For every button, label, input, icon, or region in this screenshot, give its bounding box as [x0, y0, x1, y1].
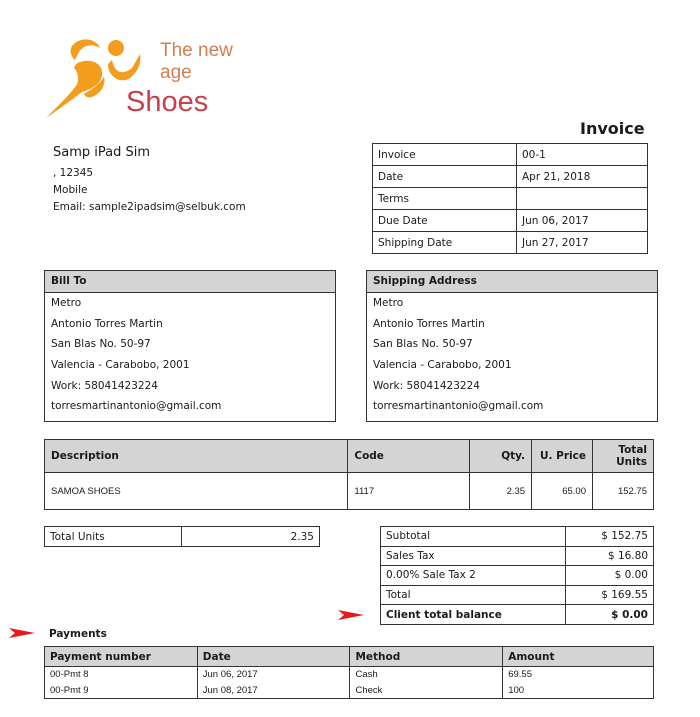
col-total-units-line1: Total [618, 444, 647, 456]
payment-date: Jun 08, 2017 [197, 683, 350, 699]
totals-label: Total [381, 585, 566, 605]
payment-amount: 69.55 [503, 667, 654, 683]
col-payment-method: Method [350, 647, 503, 667]
items-header-row [45, 440, 654, 473]
meta-value: 00-1 [517, 144, 648, 166]
table-row [45, 683, 654, 699]
company-name: Samp iPad Sim [53, 145, 151, 160]
col-qty: Qty. [470, 440, 532, 473]
bill-to-line: Valencia - Carabobo, 2001 [51, 359, 190, 372]
payments-title: Payments [49, 628, 107, 640]
shipping-email: torresmartinantonio@gmail.com [373, 400, 544, 413]
meta-row-invoice [373, 144, 648, 166]
meta-value: Jun 27, 2017 [517, 232, 648, 254]
item-description: SAMOA SHOES [45, 473, 348, 510]
item-unit-price: 65.00 [532, 473, 593, 510]
payment-date: Jun 06, 2017 [197, 667, 350, 683]
totals-row-subtotal [381, 527, 654, 547]
table-row [45, 473, 654, 510]
meta-value: Apr 21, 2018 [517, 166, 648, 188]
totals-row-total [381, 585, 654, 605]
logo-tagline-line2: age [160, 62, 192, 83]
line-items-table [44, 439, 654, 510]
client-balance-value: $ 0.00 [566, 605, 654, 625]
invoice-title: Invoice [580, 119, 645, 138]
payment-number: 00-Pmt 9 [45, 683, 198, 699]
totals-table [380, 526, 654, 625]
meta-row-due-date [373, 210, 648, 232]
totals-row-sale-tax-2 [381, 566, 654, 586]
payment-number: 00-Pmt 8 [45, 667, 198, 683]
meta-label: Terms [373, 188, 517, 210]
bill-to-email: torresmartinantonio@gmail.com [51, 400, 222, 413]
col-description: Description [45, 440, 348, 473]
shipping-address-header: Shipping Address [367, 271, 657, 293]
payment-method: Cash [350, 667, 503, 683]
payments-table [44, 646, 654, 699]
totals-label: 0.00% Sale Tax 2 [381, 566, 566, 586]
bill-to-line: Work: 58041423224 [51, 379, 158, 392]
meta-row-date [373, 166, 648, 188]
shipping-line: Metro [373, 297, 404, 309]
col-total-units [593, 440, 654, 473]
client-balance-label: Client total balance [381, 605, 566, 625]
item-code: 1117 [348, 473, 470, 510]
red-arrow-icon [9, 628, 35, 638]
totals-row-sales-tax [381, 546, 654, 566]
col-payment-amount: Amount [503, 647, 654, 667]
totals-value: $ 0.00 [566, 566, 654, 586]
col-payment-date: Date [197, 647, 350, 667]
meta-value: Jun 06, 2017 [517, 210, 648, 232]
col-payment-number: Payment number [45, 647, 198, 667]
meta-label: Invoice [373, 144, 517, 166]
total-units-label: Total Units [45, 527, 182, 547]
totals-label: Sales Tax [381, 546, 566, 566]
item-qty: 2.35 [470, 473, 532, 510]
total-units-table [44, 526, 320, 547]
logo-tagline-line1: The new [160, 40, 233, 61]
col-code: Code [348, 440, 470, 473]
col-unit-price: U. Price [532, 440, 593, 473]
meta-label: Shipping Date [373, 232, 517, 254]
company-email: Email: sample2ipadsim@selbuk.com [53, 201, 246, 213]
meta-label: Due Date [373, 210, 517, 232]
totals-row-client-balance [381, 605, 654, 625]
shipping-line: San Blas No. 50-97 [373, 338, 473, 351]
totals-value: $ 152.75 [566, 527, 654, 547]
col-total-units-line2: Units [616, 456, 647, 468]
totals-value: $ 16.80 [566, 546, 654, 566]
bill-to-line: San Blas No. 50-97 [51, 338, 151, 351]
bill-to-header: Bill To [45, 271, 335, 293]
bill-to-line: Antonio Torres Martin [51, 317, 163, 330]
totals-label: Subtotal [381, 527, 566, 547]
shipping-address-box [366, 270, 658, 422]
meta-value [517, 188, 648, 210]
shipping-line: Work: 58041423224 [373, 379, 480, 392]
meta-row-terms [373, 188, 648, 210]
shipping-line: Antonio Torres Martin [373, 317, 485, 330]
invoice-meta-table [372, 143, 648, 254]
bill-to-line: Metro [51, 297, 82, 309]
total-units-value: 2.35 [182, 527, 320, 547]
logo-brand-name: Shoes [126, 86, 209, 118]
meta-label: Date [373, 166, 517, 188]
totals-value: $ 169.55 [566, 585, 654, 605]
company-phone-label: Mobile [53, 184, 88, 196]
meta-row-shipping-date [373, 232, 648, 254]
bill-to-box [44, 270, 336, 422]
table-row [45, 667, 654, 683]
payments-header-row [45, 647, 654, 667]
item-total: 152.75 [593, 473, 654, 510]
payment-amount: 100 [503, 683, 654, 699]
red-arrow-icon [338, 610, 364, 620]
shipping-line: Valencia - Carabobo, 2001 [373, 359, 512, 372]
payment-method: Check [350, 683, 503, 699]
company-address: , 12345 [53, 167, 94, 179]
